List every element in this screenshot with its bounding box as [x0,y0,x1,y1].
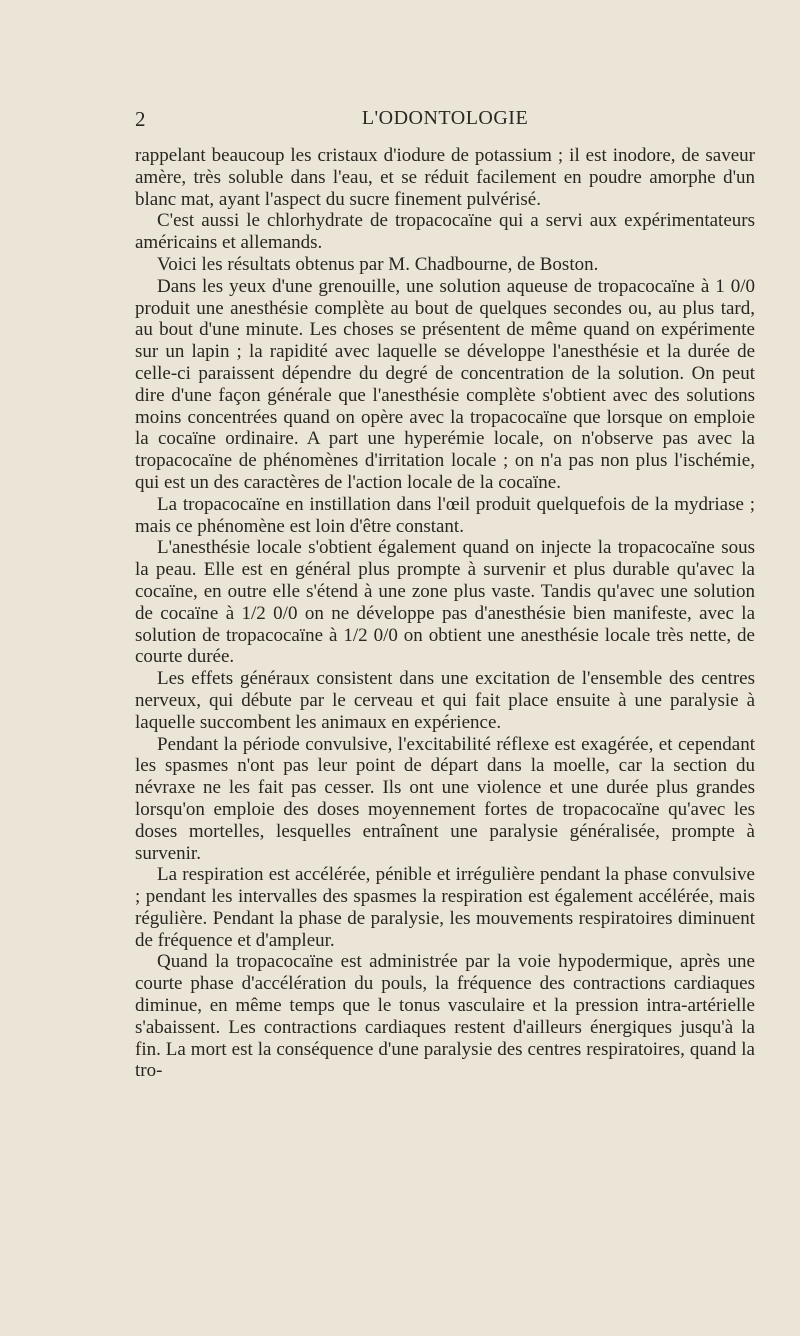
body-text [135,145,755,1082]
paragraph: Voici les résultats obtenus par M. Chadbourne, de Boston. [157,253,599,275]
paragraph: C'est aussi le chlorhydrate de tropacocaïne qui a servi aux expérimentateurs américains et allemands. [135,210,755,254]
page-number: 2 [135,107,146,131]
paragraph: La respiration est accélérée, pénible et irrégulière pendant la phase convulsive ; pendant les intervalles des spasmes la respiration est également accélérée, mais régulière. Pendant la phase de paralysie, les mouvements respiratoires diminuent de fréquence et d'ampleur. [135,864,755,951]
paragraph: Pendant la période convulsive, l'excitabilité réflexe est exagérée, et cependant les spasmes n'ont pas leur point de départ dans la moelle, car la section du névraxe ne les fait pas cesser. Ils ont une violence et une durée plus grandes lorsqu'on emploie des doses moyennement fortes de tropacocaïne qu'avec les doses mortelles, lesquelles entraînent une paralysie généralisée, prompte à survenir. [135,733,755,864]
paragraph: L'anesthésie locale s'obtient également quand on injecte la tropacocaïne sous la peau. Elle est en général plus prompte à survenir et plus durable qu'avec la cocaïne, en outre elle s'étend à une zone plus vaste. Tandis qu'avec une solution de cocaïne à 1/2 0/0 on ne développe pas d'anesthésie bien manifeste, avec la solution de tropacocaïne à 1/2 0/0 on obtient une anesthésie locale très nette, de courte durée. [135,537,755,668]
paragraph: Quand la tropacocaïne est administrée par la voie hypodermique, après une courte phase d'accélération du pouls, la fréquence des contractions cardiaques diminue, en même temps que le tonus vasculaire et la pression intra-artérielle s'abaissent. Les contractions cardiaques restent d'ailleurs énergiques jusqu'à la fin. La mort est la conséquence d'une paralysie des centres respiratoires, quand la tro- [135,951,755,1082]
paragraph: La tropacocaïne en instillation dans l'œil produit quelquefois de la mydriase ; mais ce phénomène est loin d'être constant. [135,493,755,537]
paragraph: Les effets généraux consistent dans une excitation de l'ensemble des centres nerveux, qui débute par le cerveau et qui fait place ensuite à une paralysie à laquelle succombent les animaux en expérience. [135,668,755,733]
running-title: L'ODONTOLOGIE [361,107,529,129]
paragraph: rappelant beaucoup les cristaux d'iodure de potassium ; il est inodore, de saveur amère, très soluble dans l'eau, et se réduit facilement en poudre amorphe d'un blanc mat, ayant l'aspect du sucre finement pulvérisé. [135,145,755,210]
paragraph: Dans les yeux d'une grenouille, une solution aqueuse de tropacocaïne à 1 0/0 produit une anesthésie complète au bout de quelques secondes ou, au plus tard, au bout d'une minute. Les choses se présentent de même quand on expérimente sur un lapin ; la rapidité avec laquelle se développe l'anesthésie et la durée de celle-ci paraissent dépendre du degré de concentration de la solution. On peut dire d'une façon générale que l'anesthésie complète s'obtient avec des solutions moins concentrées quand on opère avec la tropacocaïne que lorsque on emploie la cocaïne ordinaire. A part une hyperémie locale, on n'observe pas avec la tropacocaïne de phénomènes d'irritation locale ; on n'a pas non plus l'ischémie, qui est un des caractères de l'action locale de la cocaïne. [135,275,755,493]
page-header [135,107,755,137]
